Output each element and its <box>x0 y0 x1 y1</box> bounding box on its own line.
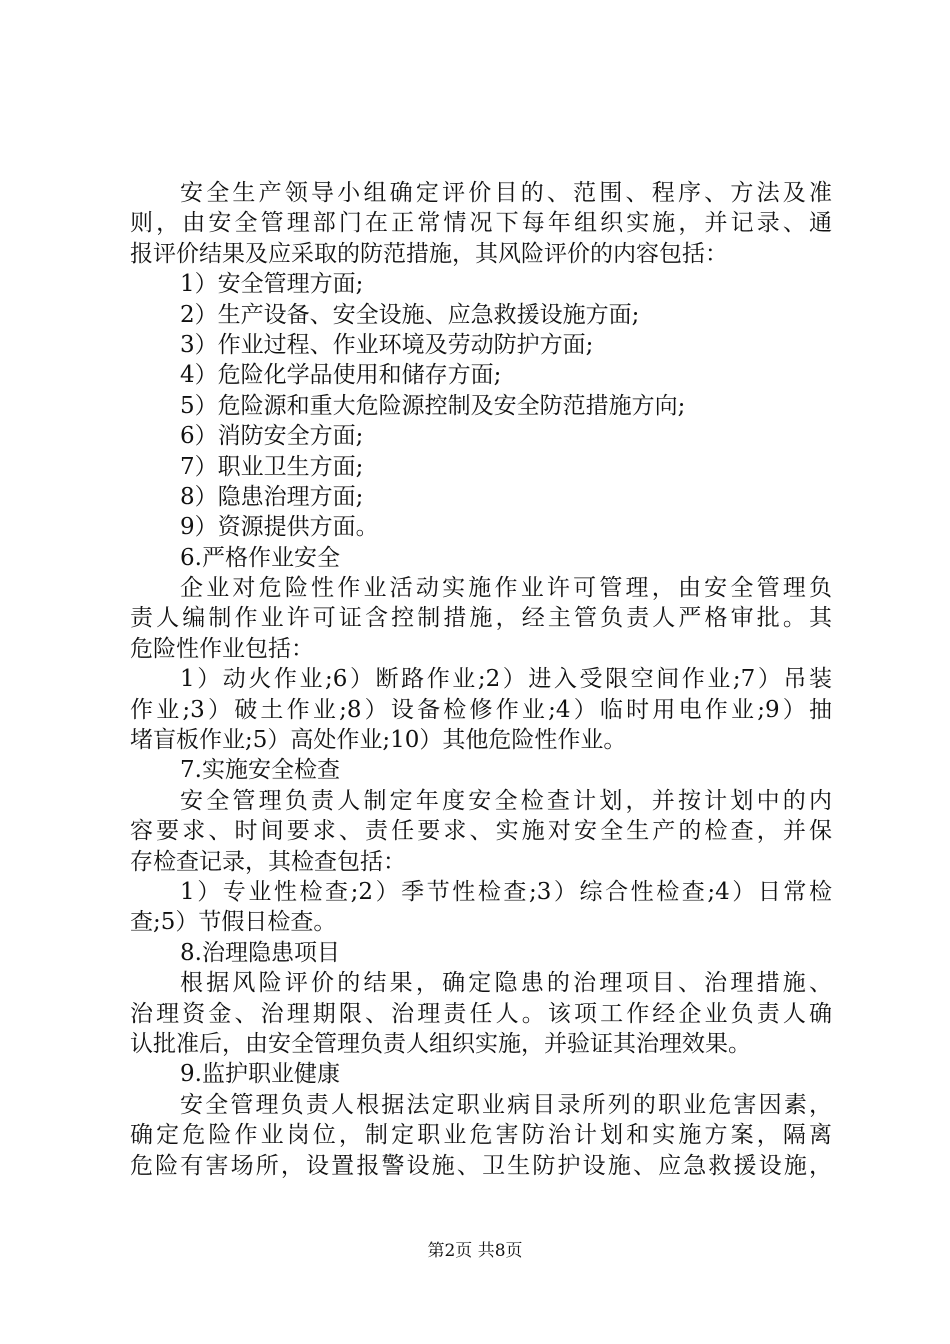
text-line: 安全管理负责人根据法定职业病目录所列的职业危害因素， <box>180 1091 832 1118</box>
text-line: 1）安全管理方面; <box>180 271 364 298</box>
text-line: 堵盲板作业;5）高处作业;10）其他危险性作业。 <box>130 727 627 754</box>
page-footer: 第2页 共8页 <box>427 1241 523 1261</box>
text-line: 确定危险作业岗位，制定职业危害防治计划和实施方案，隔离 <box>130 1122 832 1149</box>
text-line: 5）危险源和重大危险源控制及安全防范措施方向; <box>180 392 686 419</box>
text-line: 认批准后，由安全管理负责人组织实施，并验证其治理效果。 <box>130 1030 751 1057</box>
text-line: 9.监护职业健康 <box>180 1061 340 1088</box>
text-line: 安全生产领导小组确定评价目的、范围、程序、方法及准 <box>180 180 832 206</box>
text-line: 治理资金、治理期限、治理责任人。该项工作经企业负责人确 <box>130 1000 832 1027</box>
text-line: 3）作业过程、作业环境及劳动防护方面; <box>180 331 594 358</box>
text-line: 则，由安全管理部门在正常情况下每年组织实施，并记录、通 <box>130 210 832 237</box>
text-line: 4）危险化学品使用和储存方面; <box>180 362 502 389</box>
text-line: 7.实施安全检查 <box>180 757 340 784</box>
text-line: 根据风险评价的结果，确定隐患的治理项目、治理措施、 <box>180 970 832 997</box>
text-line: 报评价结果及应采取的防范措施，其风险评价的内容包括： <box>130 240 728 267</box>
text-line: 7）职业卫生方面; <box>180 453 364 480</box>
text-line: 责人编制作业许可证含控制措施，经主管负责人严格审批。其 <box>130 605 832 632</box>
text-line: 6.严格作业安全 <box>180 544 340 571</box>
text-line: 1）专业性检查;2）季节性检查;3）综合性检查;4）日常检 <box>180 878 832 905</box>
text-line: 危险性作业包括： <box>130 635 314 662</box>
text-line: 2）生产设备、安全设施、应急救援设施方面; <box>180 301 640 328</box>
text-line: 安全管理负责人制定年度安全检查计划，并按计划中的内 <box>180 787 832 814</box>
text-line: 查;5）节假日检查。 <box>130 909 337 936</box>
text-line: 危险有害场所，设置报警设施、卫生防护设施、应急救援设施， <box>130 1152 832 1179</box>
text-line: 1）动火作业;6）断路作业;2）进入受限空间作业;7）吊装 <box>180 666 832 693</box>
text-line: 8.治理隐患项目 <box>180 939 340 966</box>
text-line: 6）消防安全方面; <box>180 423 364 450</box>
text-line: 存检查记录，其检查包括： <box>130 848 406 875</box>
text-line: 9）资源提供方面。 <box>180 514 379 541</box>
text-line: 作业;3）破土作业;8）设备检修作业;4）临时用电作业;9）抽 <box>130 696 832 723</box>
text-line: 容要求、时间要求、责任要求、实施对安全生产的检查，并保 <box>130 818 832 845</box>
document-body <box>130 178 832 1181</box>
text-line: 企业对危险性作业活动实施作业许可管理，由安全管理负 <box>180 575 832 602</box>
text-line: 8）隐患治理方面; <box>180 483 364 510</box>
